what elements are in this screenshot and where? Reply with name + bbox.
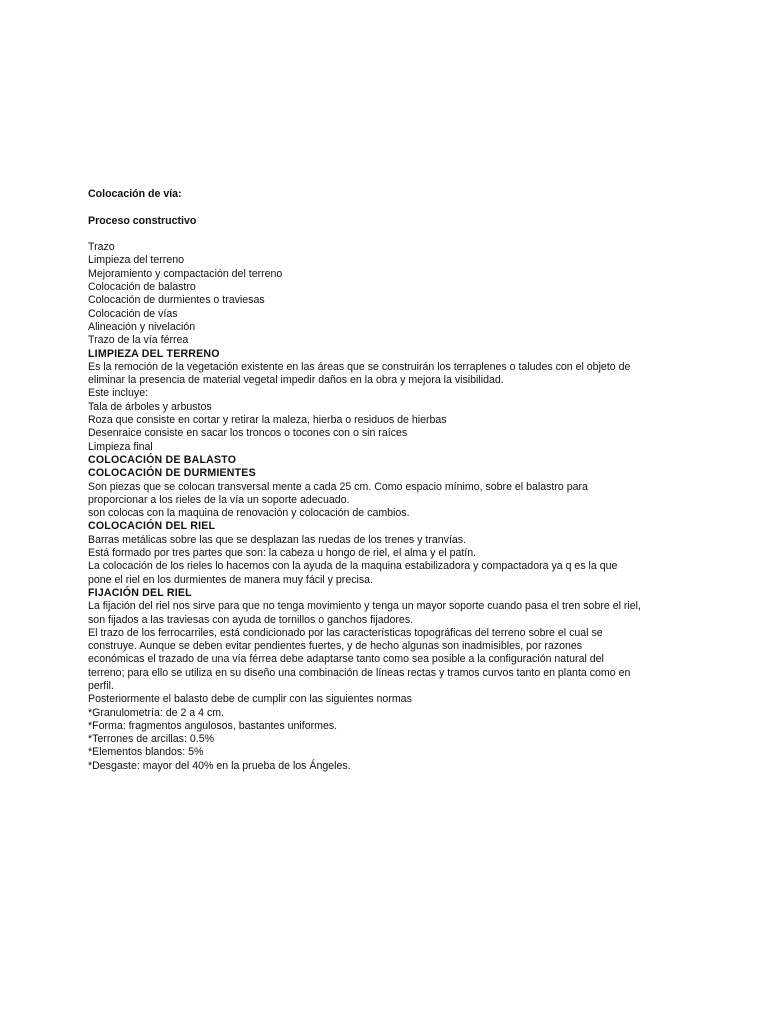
body-line: económicas el trazado de una vía férrea debe adaptarse tanto como sea posible a la configuración natural del	[88, 653, 604, 666]
body-line: Roza que consiste en cortar y retirar la maleza, hierba o residuos de hierbas	[88, 414, 447, 427]
body-line: Limpieza final	[88, 440, 153, 453]
body-line: Es la remoción de la vegetación existente en las áreas que se construirán los terraplenes o taludes con el objeto de	[88, 360, 631, 373]
body-line: perfil.	[88, 679, 114, 692]
step-item: Colocación de durmientes o traviesas	[88, 294, 265, 307]
spec-item: *Desgaste: mayor del 40% en la prueba de los Ángeles.	[88, 759, 351, 772]
document-page	[88, 188, 688, 773]
section-durmientes	[88, 467, 688, 520]
spec-item: *Elementos blandos: 5%	[88, 746, 204, 759]
body-line: construye. Aunque se deben evitar pendientes fuertes, y de hecho algunas son inadmisibles, por razones	[88, 640, 583, 653]
body-line: Desenraice consiste en sacar los troncos o tocones con o sin raíces	[88, 427, 408, 440]
body-line: pone el riel en los durmientes de manera muy fácil y precisa.	[88, 573, 373, 586]
blank-line	[88, 228, 688, 241]
step-item: Colocación de vías	[88, 307, 178, 320]
section-heading: LIMPIEZA DEL TERRENO	[88, 347, 220, 360]
step-item: Mejoramiento y compactación del terreno	[88, 267, 283, 280]
body-line: Este incluye:	[88, 387, 149, 400]
section-riel	[88, 520, 688, 586]
section-heading: COLOCACIÓN DE BALASTO	[88, 453, 237, 466]
section-balasto	[88, 454, 688, 467]
body-line: La colocación de los rieles lo hacemos con la ayuda de la maquina estabilizadora y compactadora ya q es la que	[88, 560, 618, 573]
body-line: Barras metálicas sobre las que se desplazan las ruedas de los trenes y tranvías.	[88, 533, 467, 546]
document-subtitle: Proceso constructivo	[88, 214, 197, 227]
body-line: El trazo de los ferrocarriles, está condicionado por las características topográficas del terreno sobre el cual se	[88, 626, 603, 639]
body-line: Son piezas que se colocan transversal mente a cada 25 cm. Como espacio mínimo, sobre el balastro para	[88, 480, 588, 493]
body-line: son fijados a las traviesas con ayuda de tornillos o ganchos fijadores.	[88, 613, 414, 626]
blank-line	[88, 201, 688, 214]
section-fijacion	[88, 587, 688, 773]
step-item: Trazo de la vía férrea	[88, 334, 189, 347]
body-line: terreno; para ello se utiliza en su diseño una combinación de líneas rectas y tramos curvos tanto en planta como en	[88, 666, 631, 679]
spec-item: *Forma: fragmentos angulosos, bastantes uniformes.	[88, 719, 338, 732]
section-heading: FIJACIÓN DEL RIEL	[88, 586, 192, 599]
document-title: Colocación de vía:	[88, 188, 182, 200]
steps-list	[88, 241, 688, 347]
section-limpieza	[88, 348, 688, 454]
step-item: Alineación y nivelación	[88, 320, 196, 333]
body-line: La fijación del riel nos sirve para que no tenga movimiento y tenga un mayor soporte cuando pasa el tren sobre el riel,	[88, 600, 641, 613]
section-heading: COLOCACIÓN DEL RIEL	[88, 520, 216, 533]
section-heading: COLOCACIÓN DE DURMIENTES	[88, 467, 256, 480]
body-line: son colocas con la maquina de renovación y colocación de cambios.	[88, 507, 410, 520]
body-line: proporcionar a los rieles de la vía un soporte adecuado.	[88, 493, 350, 506]
body-line: Tala de árboles y arbustos	[88, 400, 212, 413]
step-item: Limpieza del terreno	[88, 254, 184, 267]
spec-item: *Terrones de arcillas: 0.5%	[88, 733, 215, 746]
step-item: Trazo	[88, 241, 115, 254]
step-item: Colocación de balastro	[88, 281, 196, 294]
body-line: eliminar la presencia de material vegetal impedir daños en la obra y mejora la visibilidad.	[88, 374, 504, 387]
spec-item: *Granulometría: de 2 a 4 cm.	[88, 706, 225, 719]
body-line: Está formado por tres partes que son: la cabeza u hongo de riel, el alma y el patín.	[88, 547, 477, 560]
body-line: Posteriormente el balasto debe de cumplir con las siguientes normas	[88, 693, 412, 706]
